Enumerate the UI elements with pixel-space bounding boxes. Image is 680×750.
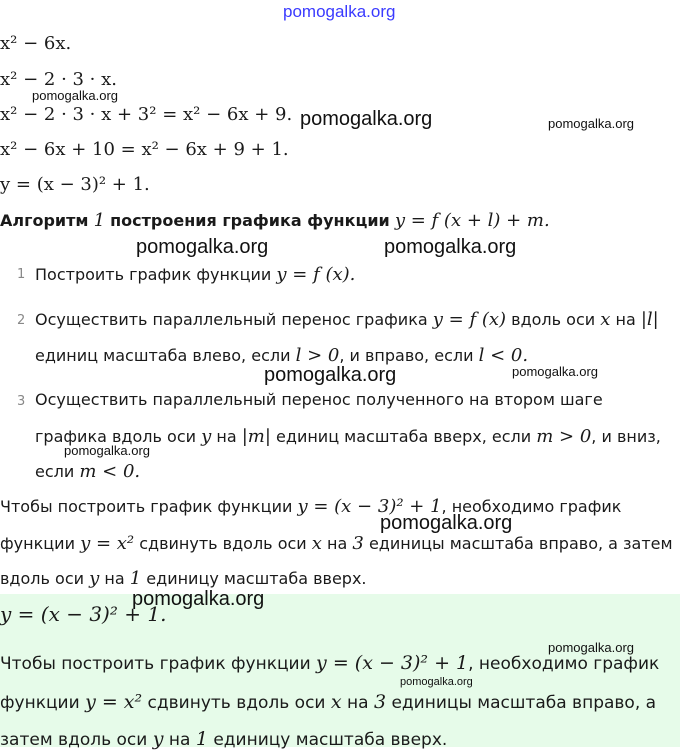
answer-line-1: Чтобы построить график функции y = (x − 3)² + 1, необходимо график: [0, 652, 660, 674]
watermark: pomogalka.org: [548, 116, 634, 131]
watermark: pomogalka.org: [64, 443, 150, 458]
answer-formula: y = (x − 3)² + 1.: [0, 602, 167, 626]
step-2-line-1: Осуществить параллельный перенос графика y = f (x) вдоль оси x на |l|: [35, 309, 659, 330]
watermark: pomogalka.org: [32, 88, 118, 103]
watermark-top: pomogalka.org: [283, 2, 396, 21]
watermark: pomogalka.org: [132, 588, 265, 610]
watermark: pomogalka.org: [548, 640, 634, 655]
watermark: pomogalka.org: [384, 236, 517, 258]
answer-line-3: затем вдоль оси y на 1 единицу масштаба вверх.: [0, 728, 448, 750]
watermark: pomogalka.org: [264, 364, 397, 386]
watermark: pomogalka.org: [400, 676, 473, 688]
equation-1: x² − 6x.: [0, 33, 72, 54]
watermark: pomogalka.org: [136, 236, 269, 258]
equation-4: x² − 6x + 10 = x² − 6x + 9 + 1.: [0, 139, 289, 160]
paragraph-line-2: функции y = x² сдвинуть вдоль оси x на 3 единицы масштаба вправо, а затем: [0, 533, 673, 554]
watermark: pomogalka.org: [380, 512, 513, 534]
step-3-line-1: Осуществить параллельный перенос полученного на втором шаге: [35, 390, 603, 409]
paragraph-line-3: вдоль оси y на 1 единицу масштаба вверх.: [0, 568, 367, 589]
watermark: pomogalka.org: [512, 364, 598, 379]
step-number: 2: [17, 313, 26, 328]
paragraph-line-1: Чтобы построить график функции y = (x − 3)² + 1, необходимо график: [0, 496, 622, 517]
step-3-line-3: если m < 0.: [35, 461, 141, 482]
answer-line-2: функции y = x² сдвинуть вдоль оси x на 3 единицы масштаба вправо, а: [0, 691, 657, 713]
equation-5: y = (x − 3)² + 1.: [0, 174, 150, 195]
step-number: 3: [17, 394, 26, 409]
algorithm-title: Алгоритм 1 построения графика функции y = f (x + l) + m.: [0, 210, 550, 231]
step-3-line-2: графика вдоль оси y на |m| единиц масштаба вверх, если m > 0, и вниз,: [35, 426, 661, 447]
step-number: 1: [17, 267, 26, 282]
step-1-text: Построить график функции y = f (x).: [35, 264, 356, 285]
equation-2: x² − 2 · 3 · x.: [0, 69, 117, 90]
step-2-line-2: единиц масштаба влево, если l > 0, и вправо, если l < 0.: [35, 345, 529, 366]
equation-3: x² − 2 · 3 · x + 3² = x² − 6x + 9.: [0, 104, 293, 125]
watermark: pomogalka.org: [300, 108, 433, 130]
